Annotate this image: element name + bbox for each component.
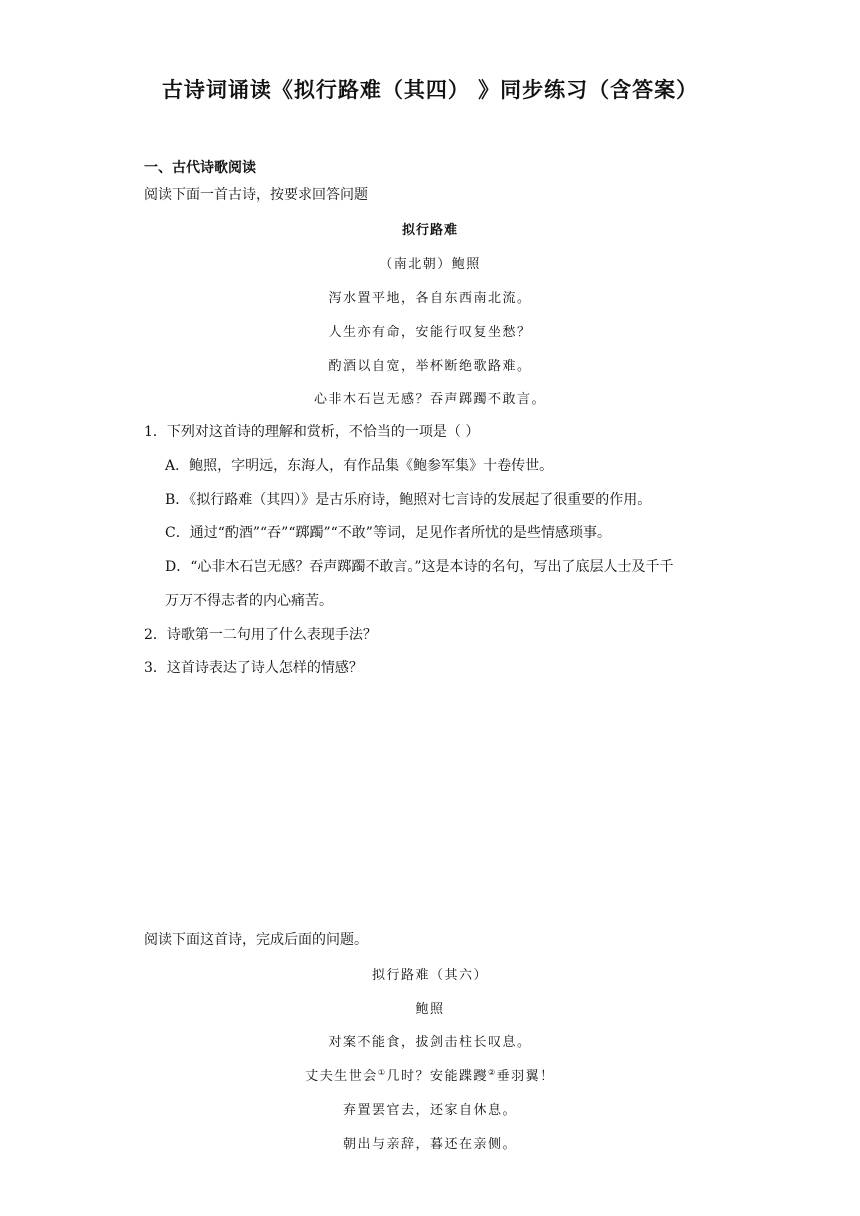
reading-instruction-2: 阅读下面这首诗，完成后面的问题。 (144, 932, 368, 948)
question-2 (144, 625, 377, 645)
poem-author: （南北朝）鲍照 (379, 257, 481, 272)
reading-instruction: 阅读下面一首古诗，按要求回答问题 (144, 187, 368, 203)
poem-line: 泻水置平地，各自东西南北流。 (328, 291, 532, 306)
option-d-continued: 万万不得志者的内心痛苦。 (165, 593, 333, 609)
option-b: B．《拟行路难（其四）》是古乐府诗，鲍照对七言诗的发展起了很重要的作用。 (165, 492, 652, 508)
question-text: 诗歌第一二句用了什么表现手法？ (166, 627, 377, 643)
poem-title-2: 拟行路难（其六） (371, 968, 488, 983)
question-text: 这首诗表达了诗人怎样的情感？ (166, 660, 363, 676)
question-number: 1． (144, 424, 167, 440)
footnote-marker: ② (488, 1068, 497, 1077)
poem-title: 拟行路难 (401, 223, 458, 238)
footnote-marker: ① (377, 1068, 387, 1077)
poem-line-part: 几时？安能蹀躞 (386, 1069, 488, 1084)
poem-line: 酌酒以自宽，举杯断绝歌路难。 (328, 359, 532, 374)
poem-line: 心非木石岂无感？吞声踯躅不敢言。 (313, 392, 546, 407)
question-number: 3． (144, 660, 167, 676)
option-d: D．“心非木石岂无感？吞声踯躅不敢言。”这是本诗的名句，写出了底层人士及千千 (165, 559, 674, 575)
section-heading: 一、古代诗歌阅读 (144, 160, 256, 176)
poem-line (0, 1065, 860, 1084)
page-title: 古诗词诵读《拟行路难（其四） 》同步练习（含答案） (161, 77, 699, 102)
question-3 (144, 658, 363, 678)
question-text: 下列对这首诗的理解和赏析，不恰当的一项是（ ） (166, 424, 480, 440)
poem-line: 朝出与亲辞，暮还在亲侧。 (342, 1137, 517, 1152)
poem-line: 人生亦有命，安能行叹复坐愁？ (328, 325, 532, 340)
poem-line-part: 丈夫生世会 (305, 1069, 378, 1084)
option-a: A．鲍照，字明远，东海人，有作品集《鲍参军集》十卷传世。 (165, 458, 554, 474)
question-number: 2． (144, 627, 167, 643)
poem-line: 弃置罢官去，还家自休息。 (342, 1103, 517, 1118)
option-c: C．通过“酌酒”“吞”“踯躅”“不敢”等词，足见作者所忧的是些情感琐事。 (165, 525, 611, 541)
poem-author-2: 鲍照 (415, 1002, 445, 1017)
poem-line: 对案不能食，拔剑击柱长叹息。 (328, 1035, 532, 1050)
poem-line-part: 垂羽翼！ (496, 1069, 555, 1084)
question-1 (144, 422, 479, 442)
